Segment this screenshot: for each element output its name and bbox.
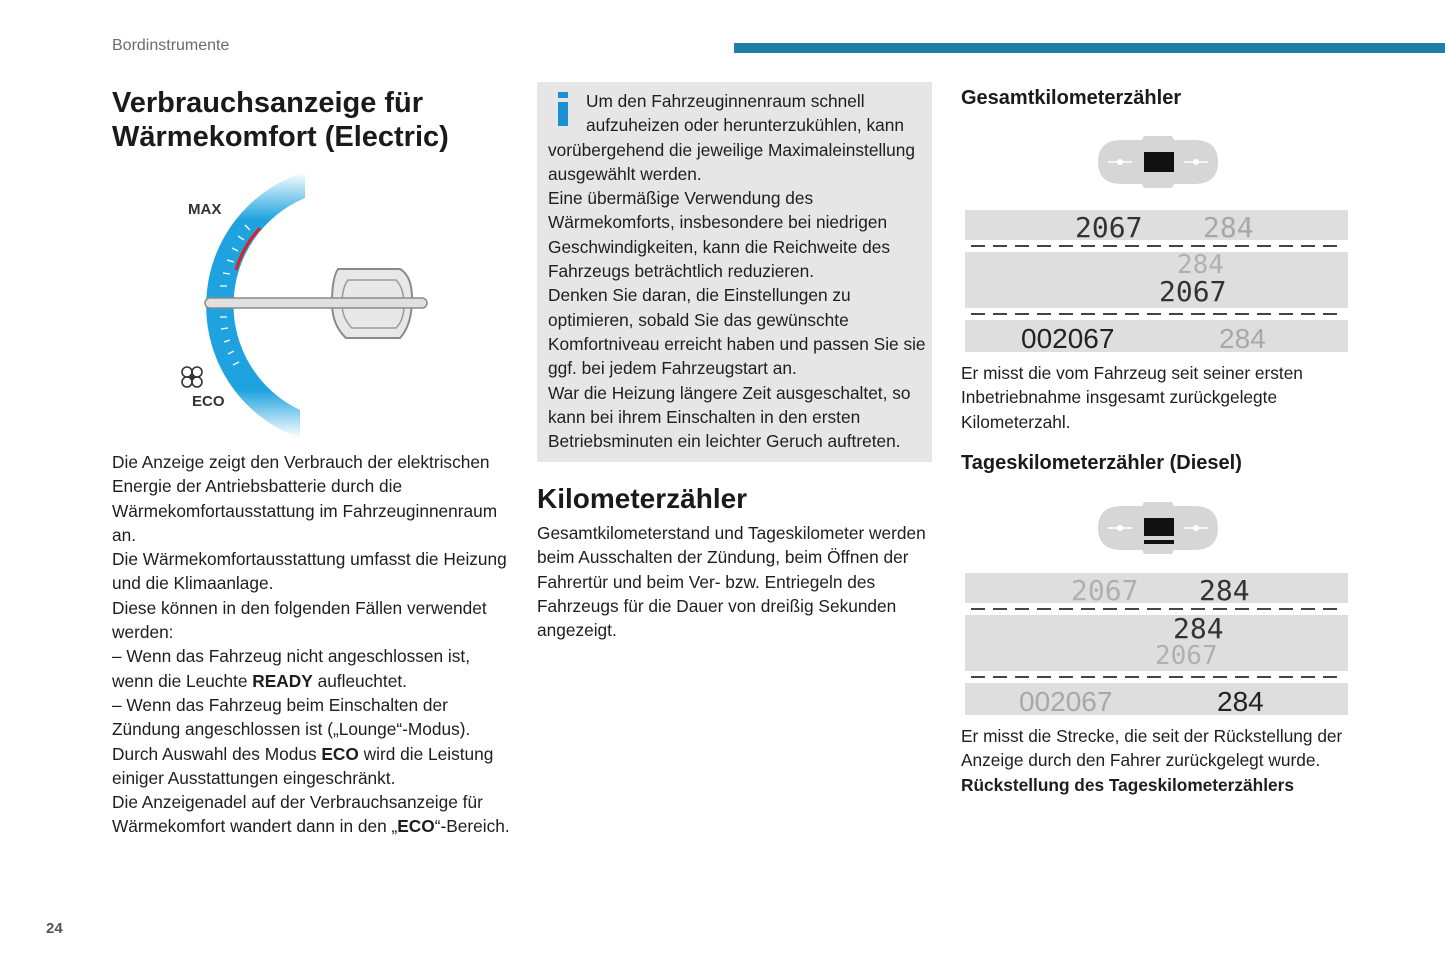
total-odometer-text — [961, 361, 1361, 434]
lcd-display-trip — [965, 573, 1348, 715]
lcd-trip-row2-b: 2067 — [1155, 641, 1218, 671]
instrument-cluster-icon — [1094, 500, 1222, 556]
lcd-trip-row1-a: 2067 — [1071, 574, 1139, 607]
lcd-trip-row3-a: 002067 — [1019, 686, 1113, 715]
info-line: Um den Fahrzeuginnenraum schnell — [586, 91, 865, 111]
trip-odometer-title: Tageskilometerzähler (Diesel) — [961, 452, 1242, 474]
text: aufleuchtet. — [312, 670, 407, 691]
trip-reset-heading — [961, 773, 1361, 797]
paragraph: Er misst die Strecke, die seit der Rückstellung der Anzeige durch den Fahrer zurückgelegt wurde. — [961, 726, 1343, 771]
paragraph: Er misst die vom Fahrzeug seit seiner ersten Inbetriebnahme insgesamt zurückgelegte Kilometerzahl. — [961, 363, 1303, 432]
text: wird die Leistung einiger Ausstattungen eingeschränkt. — [112, 743, 494, 788]
paragraph — [112, 742, 512, 791]
lcd-total-row2-b: 2067 — [1159, 275, 1227, 308]
ready-keyword: READY — [252, 670, 313, 691]
paragraph: Diese können in den folgenden Fällen verwendet werden: — [112, 597, 487, 643]
gauge-needle — [205, 269, 427, 338]
text: “-Bereich. — [434, 816, 510, 837]
paragraph: Die Wärmekomfortausstattung umfasst die Heizung und die Klimaanlage. — [112, 549, 507, 594]
lcd-trip-row1-b: 284 — [1199, 574, 1250, 607]
instrument-cluster-icon — [1094, 134, 1222, 190]
gauge-label-max: MAX — [188, 201, 222, 218]
paragraph: Gesamtkilometerstand und Tageskilometer werden beim Ausschalten der Zündung, beim Öffnen der Fahrertür und beim Ver- bzw. Entriegeln des Fahrzeugs für die Dauer von dreißig Sekunden angezeigt. — [537, 523, 926, 641]
section-header: Bordinstrumente — [112, 37, 230, 54]
info-paragraph: War die Heizung längere Zeit ausgeschaltet, so kann bei ihrem Einschalten in den ersten Betriebsminuten ein leichter Geruch auftreten. — [548, 382, 911, 452]
lcd-total-row2-a: 284 — [1177, 250, 1224, 280]
info-line: aufzuheizen oder herunterzukühlen, kann — [586, 115, 905, 136]
list-item: – Wenn das Fahrzeug beim Einschalten der Zündung angeschlossen ist („Lounge“-Modus). — [112, 694, 471, 740]
heat-comfort-gauge — [150, 170, 450, 440]
odometer-text — [537, 521, 932, 642]
section-title-line2: Wärmekomfort (Electric) — [112, 121, 449, 153]
lcd-total-row3-b: 284 — [1219, 323, 1266, 352]
eco-keyword: ECO — [397, 816, 435, 837]
page-number: 24 — [46, 920, 63, 937]
info-paragraph: vorübergehend die jeweilige Maximaleinstellung ausgewählt werden. — [548, 139, 915, 184]
gauge-label-eco: ECO — [192, 393, 225, 410]
info-paragraph: Eine übermäßige Verwendung des Wärmekomforts, insbesondere bei niedrigen Geschwindigkeiten, kann die Reichweite des Fahrzeugs beträchtlich reduzieren. — [548, 188, 890, 282]
bold-text: Rückstellung des Tageskilometerzählers — [961, 774, 1294, 795]
total-odometer-title: Gesamtkilometerzähler — [961, 87, 1182, 109]
info-paragraph: Denken Sie daran, die Einstellungen zu optimieren, sobald Sie das gewünschte Komfortniveau erreicht haben und passen Sie sie ggf. bei jedem Fahrzeugstart an. — [548, 285, 926, 379]
trip-odometer-text — [961, 724, 1361, 797]
odometer-title: Kilometerzähler — [537, 483, 748, 514]
lcd-total-row1-a: 2067 — [1075, 211, 1143, 244]
lcd-total-row1-b: 284 — [1203, 211, 1254, 244]
left-title-block — [112, 86, 512, 154]
left-body-text — [112, 450, 512, 839]
text: Durch Auswahl des Modus — [112, 743, 322, 764]
section-title — [112, 86, 512, 154]
lcd-trip-row3-b: 284 — [1217, 686, 1264, 715]
paragraph: Die Anzeige zeigt den Verbrauch der elektrischen Energie der Antriebsbatterie durch die Wärmekomfortausstattung im Fahrzeuginnenraum an. — [112, 452, 498, 545]
header-accent-bar — [734, 43, 1445, 53]
section-title-line1: Verbrauchsanzeige für — [112, 87, 424, 119]
info-text — [548, 89, 926, 453]
list-item — [112, 644, 512, 693]
lcd-trip-row2-a: 284 — [1173, 612, 1224, 645]
paragraph — [112, 790, 512, 839]
eco-keyword: ECO — [321, 743, 359, 764]
text: Die Anzeigenadel auf der Verbrauchsanzeige für Wärmekomfort wandert dann in den „ — [112, 792, 483, 837]
text: – Wenn das Fahrzeug nicht angeschlossen ist, wenn die Leuchte — [112, 646, 470, 691]
lcd-total-row3-a: 002067 — [1021, 323, 1115, 352]
fan-icon — [182, 367, 202, 387]
lcd-display-total — [965, 210, 1348, 352]
